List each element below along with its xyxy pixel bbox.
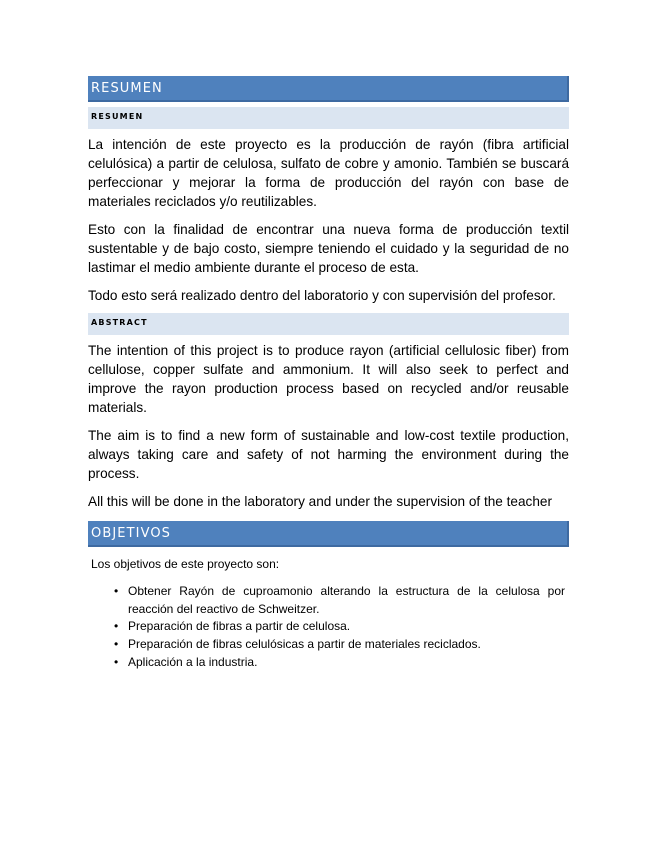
resumen-paragraph-1: La intención de este proyecto es la producción de rayón (fibra artificial celulósica) a partir de celulosa, sulfato de cobre y amonio. También se buscará perfeccionar y mejorar la forma de producción del rayón con base de materiales reciclados y/o reutilizables. (88, 137, 569, 209)
document-content (88, 76, 569, 672)
resumen-paragraph-2: Esto con la finalidad de encontrar una nueva forma de producción textil sustentable y de bajo costo, siempre teniendo el cuidado y la seguridad de no lastimar el medio ambiente durante el proceso de esta. (88, 222, 569, 275)
objetivos-list (88, 583, 569, 672)
resumen-subheading: RESUMEN (88, 107, 569, 129)
resumen-heading: RESUMEN (88, 76, 569, 102)
list-item: • Obtener Rayón de cuproamonio alterando la estructura de la celulosa por reacción del reactivo de Schweitzer. (128, 583, 569, 618)
resumen-paragraph-3: Todo esto será realizado dentro del laboratorio y con supervisión del profesor. (88, 288, 556, 303)
list-item: • Preparación de fibras a partir de celulosa. (128, 618, 569, 636)
objetivos-heading: OBJETIVOS (88, 521, 569, 547)
list-item: • Preparación de fibras celulósicas a partir de materiales reciclados. (128, 636, 569, 654)
abstract-paragraph-1: The intention of this project is to produce rayon (artificial cellulosic fiber) from cellulose, copper sulfate and ammonium. It will also seek to perfect and improve the rayon production process based on recycled and/or reusable materials. (88, 343, 569, 415)
list-item: • Aplicación a la industria. (128, 654, 569, 672)
abstract-paragraph-2: The aim is to find a new form of sustainable and low-cost textile production, always taking care and safety of not harming the environment during the process. (88, 428, 569, 481)
abstract-subheading: ABSTRACT (88, 313, 569, 335)
objetivos-intro: Los objetivos de este proyecto son: (91, 557, 280, 571)
abstract-paragraph-3: All this will be done in the laboratory and under the supervision of the teacher (88, 494, 552, 509)
